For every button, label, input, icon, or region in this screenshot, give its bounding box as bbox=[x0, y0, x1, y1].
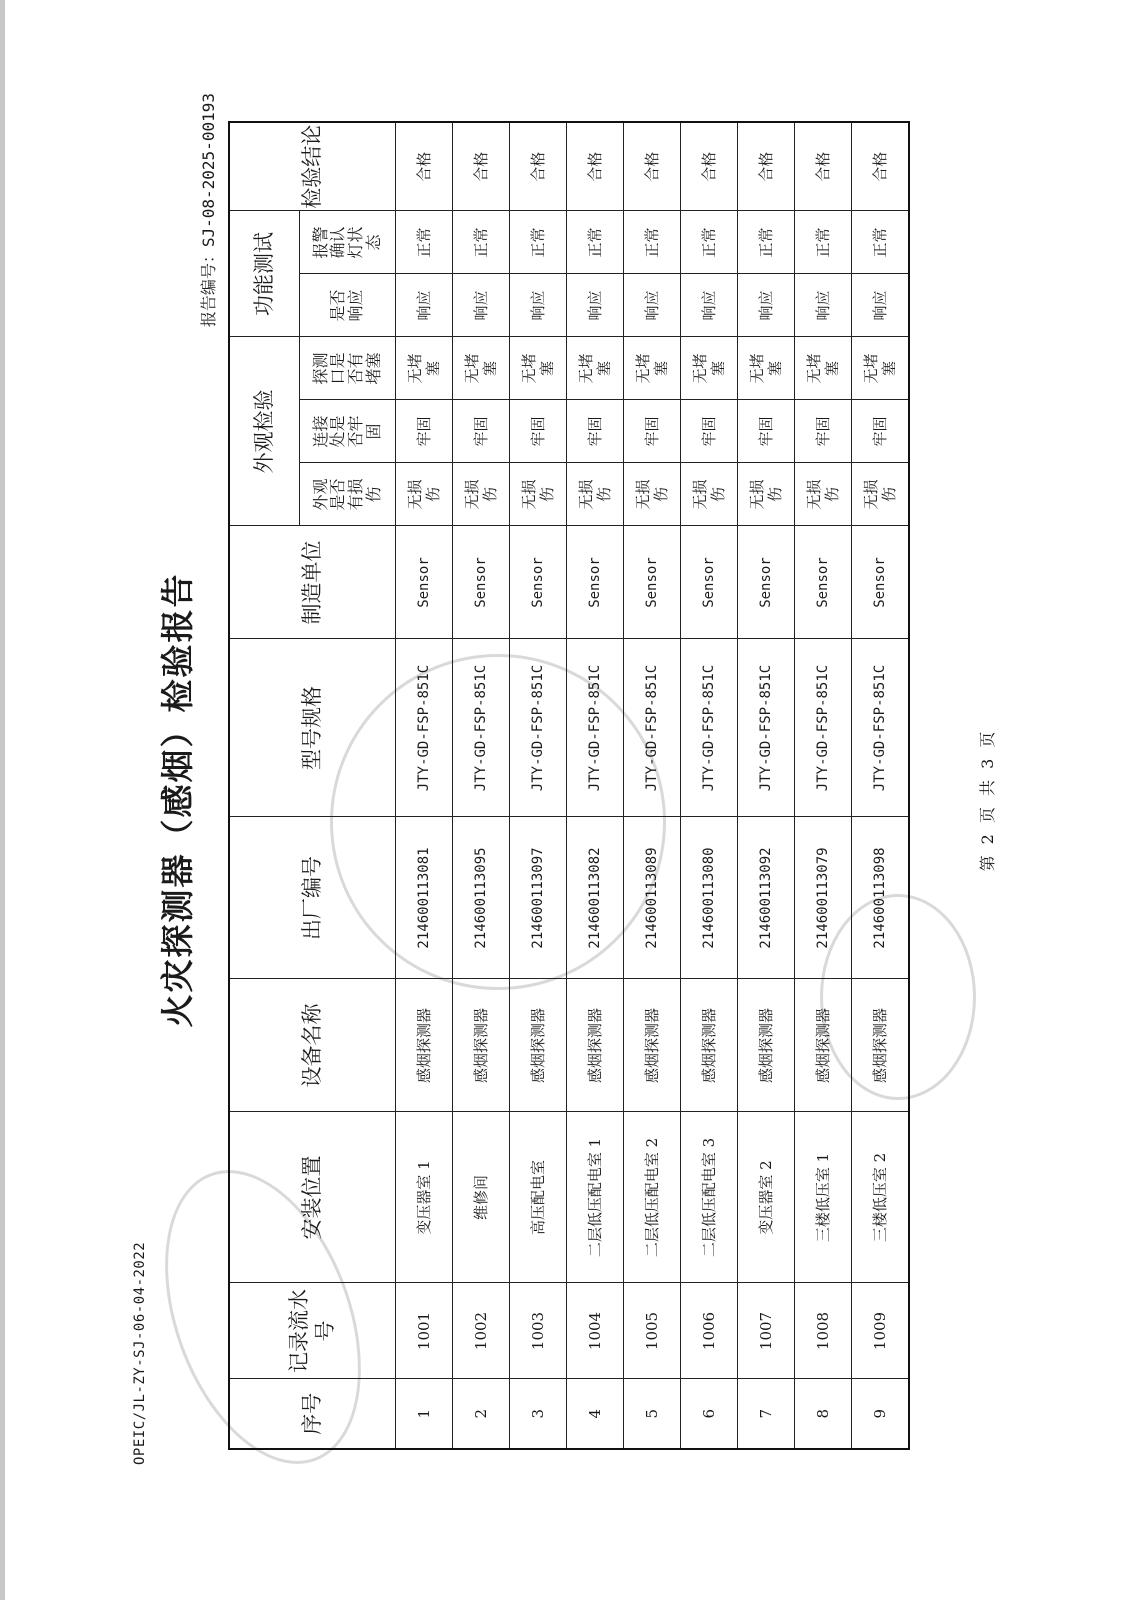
header-conclusion: 检验结论 bbox=[229, 122, 395, 211]
table-row bbox=[395, 122, 452, 1449]
cell-conclusion: 合格 bbox=[737, 122, 794, 211]
cell-port-blocked: 无堵塞 bbox=[737, 337, 794, 400]
cell-record-no: 1001 bbox=[395, 1283, 452, 1379]
cell-serial: 214600113081 bbox=[395, 817, 452, 979]
cell-response: 响应 bbox=[566, 274, 623, 337]
cell-serial: 214600113089 bbox=[623, 817, 680, 979]
cell-location: 三楼低压室 2 bbox=[851, 1112, 909, 1283]
cell-device-name: 感烟探测器 bbox=[452, 979, 509, 1112]
cell-location: 二层低压配电室 3 bbox=[680, 1112, 737, 1283]
cell-serial: 214600113092 bbox=[737, 817, 794, 979]
cell-device-name: 感烟探测器 bbox=[623, 979, 680, 1112]
cell-serial: 214600113097 bbox=[509, 817, 566, 979]
cell-port-blocked: 无堵塞 bbox=[794, 337, 851, 400]
table-row bbox=[566, 122, 623, 1449]
cell-conclusion: 合格 bbox=[680, 122, 737, 211]
cell-connection-firm: 牢固 bbox=[452, 400, 509, 463]
cell-seq: 7 bbox=[737, 1379, 794, 1449]
cell-response: 响应 bbox=[737, 274, 794, 337]
cell-location: 高压配电室 bbox=[509, 1112, 566, 1283]
cell-conclusion: 合格 bbox=[794, 122, 851, 211]
cell-model: JTY-GD-FSP-851C bbox=[623, 639, 680, 817]
header-manufacturer: 制造单位 bbox=[229, 526, 395, 639]
cell-record-no: 1003 bbox=[509, 1283, 566, 1379]
cell-connection-firm: 牢固 bbox=[566, 400, 623, 463]
cell-connection-firm: 牢固 bbox=[851, 400, 909, 463]
cell-port-blocked: 无堵塞 bbox=[623, 337, 680, 400]
cell-response: 响应 bbox=[851, 274, 909, 337]
header-seq: 序号 bbox=[229, 1379, 395, 1449]
cell-port-blocked: 无堵塞 bbox=[680, 337, 737, 400]
cell-manufacturer: Sensor bbox=[395, 526, 452, 639]
cell-alarm-light: 正常 bbox=[623, 211, 680, 274]
cell-appearance-damage: 无损伤 bbox=[623, 463, 680, 526]
cell-port-blocked: 无堵塞 bbox=[395, 337, 452, 400]
page-title: 火灾探测器（感烟）检验报告 bbox=[158, 572, 197, 1028]
cell-connection-firm: 牢固 bbox=[737, 400, 794, 463]
cell-response: 响应 bbox=[395, 274, 452, 337]
cell-record-no: 1005 bbox=[623, 1283, 680, 1379]
cell-appearance-damage: 无损伤 bbox=[395, 463, 452, 526]
cell-manufacturer: Sensor bbox=[623, 526, 680, 639]
header-location: 安装位置 bbox=[229, 1112, 395, 1283]
table-row bbox=[737, 122, 794, 1449]
cell-model: JTY-GD-FSP-851C bbox=[395, 639, 452, 817]
cell-connection-firm: 牢固 bbox=[794, 400, 851, 463]
cell-serial: 214600113080 bbox=[680, 817, 737, 979]
document-code: OPEIC/JL-ZY-SJ-06-04-2022 bbox=[132, 1241, 148, 1465]
cell-record-no: 1007 bbox=[737, 1283, 794, 1379]
header-serial: 出厂编号 bbox=[229, 817, 395, 979]
cell-conclusion: 合格 bbox=[851, 122, 909, 211]
header-response: 是否响应 bbox=[299, 274, 395, 337]
cell-response: 响应 bbox=[794, 274, 851, 337]
cell-conclusion: 合格 bbox=[395, 122, 452, 211]
header-function-group: 功能测试 bbox=[229, 211, 299, 337]
table-row bbox=[452, 122, 509, 1449]
cell-location: 变压器室 1 bbox=[395, 1112, 452, 1283]
cell-alarm-light: 正常 bbox=[851, 211, 909, 274]
inspection-table-container bbox=[228, 123, 910, 1450]
cell-model: JTY-GD-FSP-851C bbox=[509, 639, 566, 817]
cell-port-blocked: 无堵塞 bbox=[851, 337, 909, 400]
cell-manufacturer: Sensor bbox=[851, 526, 909, 639]
cell-manufacturer: Sensor bbox=[794, 526, 851, 639]
cell-seq: 2 bbox=[452, 1379, 509, 1449]
cell-port-blocked: 无堵塞 bbox=[566, 337, 623, 400]
cell-conclusion: 合格 bbox=[509, 122, 566, 211]
cell-device-name: 感烟探测器 bbox=[509, 979, 566, 1112]
cell-conclusion: 合格 bbox=[452, 122, 509, 211]
cell-seq: 9 bbox=[851, 1379, 909, 1449]
cell-connection-firm: 牢固 bbox=[395, 400, 452, 463]
table-row bbox=[509, 122, 566, 1449]
cell-record-no: 1002 bbox=[452, 1283, 509, 1379]
cell-port-blocked: 无堵塞 bbox=[509, 337, 566, 400]
cell-connection-firm: 牢固 bbox=[623, 400, 680, 463]
cell-alarm-light: 正常 bbox=[566, 211, 623, 274]
cell-response: 响应 bbox=[680, 274, 737, 337]
cell-device-name: 感烟探测器 bbox=[566, 979, 623, 1112]
cell-device-name: 感烟探测器 bbox=[851, 979, 909, 1112]
cell-serial: 214600113079 bbox=[794, 817, 851, 979]
header-appearance-damage: 外观是否有损伤 bbox=[299, 463, 395, 526]
cell-seq: 3 bbox=[509, 1379, 566, 1449]
cell-manufacturer: Sensor bbox=[737, 526, 794, 639]
cell-connection-firm: 牢固 bbox=[680, 400, 737, 463]
header-alarm-light: 报警确认灯状态 bbox=[299, 211, 395, 274]
cell-model: JTY-GD-FSP-851C bbox=[566, 639, 623, 817]
cell-serial: 214600113082 bbox=[566, 817, 623, 979]
cell-location: 变压器室 2 bbox=[737, 1112, 794, 1283]
cell-appearance-damage: 无损伤 bbox=[851, 463, 909, 526]
cell-connection-firm: 牢固 bbox=[509, 400, 566, 463]
table-row bbox=[623, 122, 680, 1449]
header-model: 型号规格 bbox=[229, 639, 395, 817]
cell-record-no: 1008 bbox=[794, 1283, 851, 1379]
cell-seq: 8 bbox=[794, 1379, 851, 1449]
cell-conclusion: 合格 bbox=[623, 122, 680, 211]
cell-model: JTY-GD-FSP-851C bbox=[680, 639, 737, 817]
inspection-table bbox=[228, 121, 910, 1450]
cell-seq: 6 bbox=[680, 1379, 737, 1449]
cell-appearance-damage: 无损伤 bbox=[452, 463, 509, 526]
cell-manufacturer: Sensor bbox=[566, 526, 623, 639]
header-port-blocked: 探测口是否有堵塞 bbox=[299, 337, 395, 400]
cell-location: 二层低压配电室 2 bbox=[623, 1112, 680, 1283]
table-row bbox=[794, 122, 851, 1449]
cell-manufacturer: Sensor bbox=[452, 526, 509, 639]
cell-model: JTY-GD-FSP-851C bbox=[452, 639, 509, 817]
cell-location: 三楼低压室 1 bbox=[794, 1112, 851, 1283]
cell-alarm-light: 正常 bbox=[452, 211, 509, 274]
cell-location: 二层低压配电室 1 bbox=[566, 1112, 623, 1283]
cell-conclusion: 合格 bbox=[566, 122, 623, 211]
cell-device-name: 感烟探测器 bbox=[794, 979, 851, 1112]
cell-appearance-damage: 无损伤 bbox=[509, 463, 566, 526]
header-appearance-group: 外观检验 bbox=[229, 337, 299, 526]
cell-alarm-light: 正常 bbox=[509, 211, 566, 274]
cell-record-no: 1004 bbox=[566, 1283, 623, 1379]
cell-seq: 4 bbox=[566, 1379, 623, 1449]
cell-response: 响应 bbox=[623, 274, 680, 337]
cell-manufacturer: Sensor bbox=[680, 526, 737, 639]
header-connection-firm: 连接处是否牢固 bbox=[299, 400, 395, 463]
cell-seq: 1 bbox=[395, 1379, 452, 1449]
cell-serial: 214600113095 bbox=[452, 817, 509, 979]
table-row bbox=[680, 122, 737, 1449]
cell-alarm-light: 正常 bbox=[680, 211, 737, 274]
cell-record-no: 1006 bbox=[680, 1283, 737, 1379]
cell-manufacturer: Sensor bbox=[509, 526, 566, 639]
cell-appearance-damage: 无损伤 bbox=[794, 463, 851, 526]
header-device-name: 设备名称 bbox=[229, 979, 395, 1112]
cell-serial: 214600113098 bbox=[851, 817, 909, 979]
cell-device-name: 感烟探测器 bbox=[737, 979, 794, 1112]
cell-model: JTY-GD-FSP-851C bbox=[794, 639, 851, 817]
cell-appearance-damage: 无损伤 bbox=[737, 463, 794, 526]
cell-device-name: 感烟探测器 bbox=[680, 979, 737, 1112]
cell-location: 维修间 bbox=[452, 1112, 509, 1283]
cell-device-name: 感烟探测器 bbox=[395, 979, 452, 1112]
cell-response: 响应 bbox=[509, 274, 566, 337]
cell-appearance-damage: 无损伤 bbox=[566, 463, 623, 526]
cell-port-blocked: 无堵塞 bbox=[452, 337, 509, 400]
cell-seq: 5 bbox=[623, 1379, 680, 1449]
cell-alarm-light: 正常 bbox=[395, 211, 452, 274]
cell-alarm-light: 正常 bbox=[737, 211, 794, 274]
cell-alarm-light: 正常 bbox=[794, 211, 851, 274]
cell-appearance-damage: 无损伤 bbox=[680, 463, 737, 526]
page-footer: 第 2 页 共 3 页 bbox=[978, 728, 997, 872]
inspection-table-body bbox=[395, 122, 909, 1449]
cell-model: JTY-GD-FSP-851C bbox=[851, 639, 909, 817]
report-number: 报告编号：SJ-08-2025-00193 bbox=[199, 93, 218, 328]
header-record-no: 记录流水号 bbox=[229, 1283, 395, 1379]
table-row bbox=[851, 122, 909, 1449]
cell-response: 响应 bbox=[452, 274, 509, 337]
cell-model: JTY-GD-FSP-851C bbox=[737, 639, 794, 817]
cell-record-no: 1009 bbox=[851, 1283, 909, 1379]
